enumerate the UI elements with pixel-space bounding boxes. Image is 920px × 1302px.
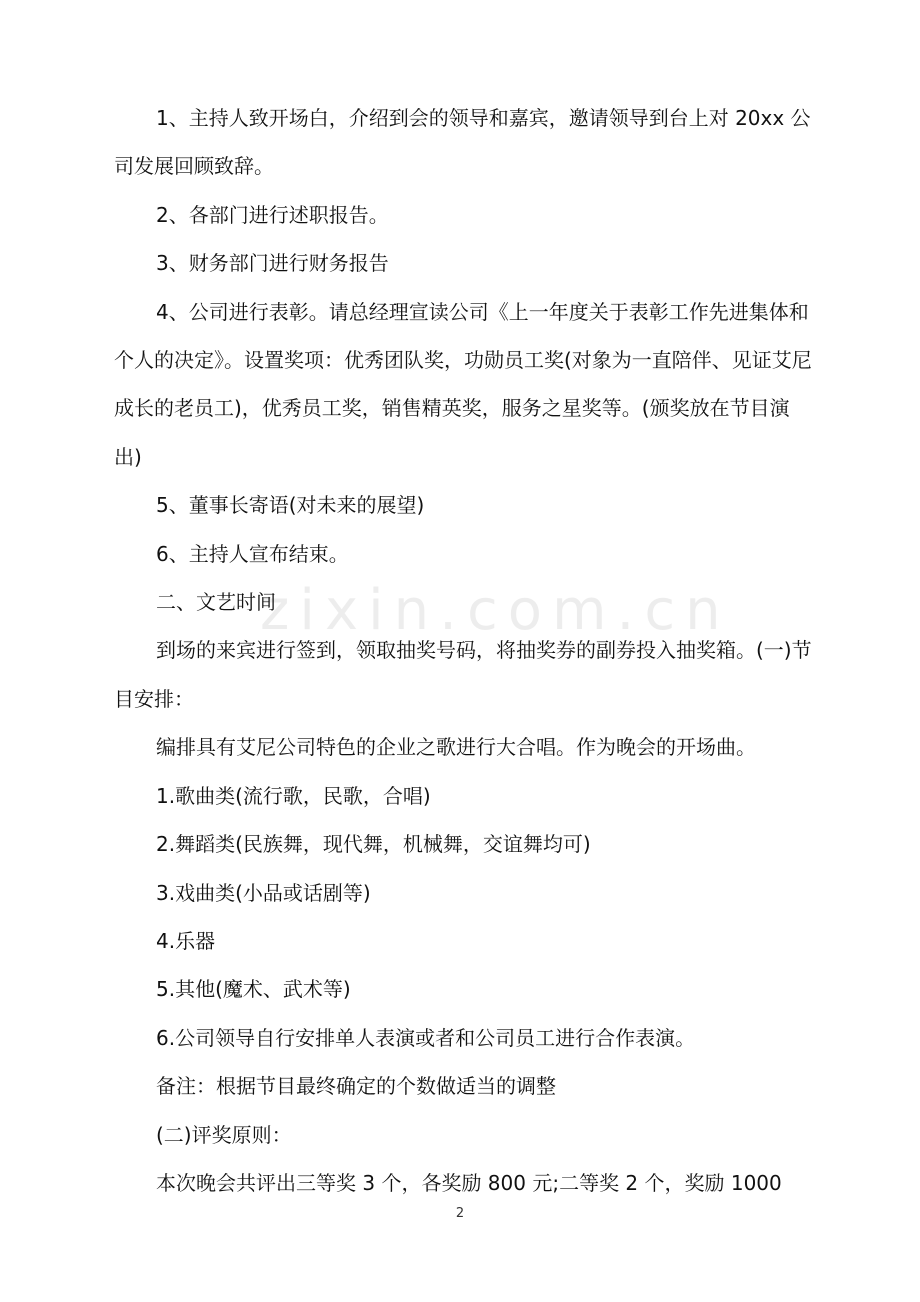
document-body xyxy=(114,94,814,1207)
list-item-songs: 1.歌曲类(流行歌，民歌，合唱) xyxy=(156,783,431,808)
paragraph-4: 4、公司进行表彰。请总经理宣读公司《上一年度关于表彰工作先进集体和个人的决定》。设置奖项：优秀团队奖，功勋员工奖(对象为一直陪伴、见证艾尼成长的老员工)，优秀员工奖，销售精英奖，服务之星奖等。(颁奖放在节目演出) xyxy=(114,299,812,469)
paragraph-checkin: 到场的来宾进行签到，领取抽奖号码，将抽奖券的副券投入抽奖箱。(一)节目安排： xyxy=(114,638,812,711)
list-item-opera: 3.戏曲类(小品或话剧等) xyxy=(156,880,371,905)
paragraph-6: 6、主持人宣布结束。 xyxy=(156,541,349,566)
paragraph-3: 3、财务部门进行财务报告 xyxy=(156,251,389,276)
paragraph-1: 1、主持人致开场白，介绍到会的领导和嘉宾，邀请领导到台上对 20xx 公司发展回顾致辞。 xyxy=(114,106,811,179)
paragraph-awards: 本次晚会共评出三等奖 3 个，各奖励 800 元;二等奖 2 个，奖励 1000 xyxy=(156,1170,782,1195)
subheading-award-principles: (二)评奖原则： xyxy=(156,1122,292,1147)
page-number: 2 xyxy=(455,1206,465,1221)
note-paragraph: 备注：根据节目最终确定的个数做适当的调整 xyxy=(156,1074,556,1099)
paragraph-2: 2、各部门进行述职报告。 xyxy=(156,202,389,227)
paragraph-5: 5、董事长寄语(对未来的展望) xyxy=(156,493,425,518)
paragraph-opening-song: 编排具有艾尼公司特色的企业之歌进行大合唱。作为晚会的开场曲。 xyxy=(156,735,756,760)
list-item-instruments: 4.乐器 xyxy=(156,928,216,953)
list-item-other: 5.其他(魔术、武术等) xyxy=(156,977,351,1002)
list-item-leaders: 6.公司领导自行安排单人表演或者和公司员工进行合作表演。 xyxy=(156,1025,696,1050)
list-item-dance: 2.舞蹈类(民族舞，现代舞，机械舞，交谊舞均可) xyxy=(156,832,591,857)
watermark: zixin.com.cn xyxy=(260,578,731,643)
section-heading-art-time: 二、文艺时间 xyxy=(156,590,276,615)
